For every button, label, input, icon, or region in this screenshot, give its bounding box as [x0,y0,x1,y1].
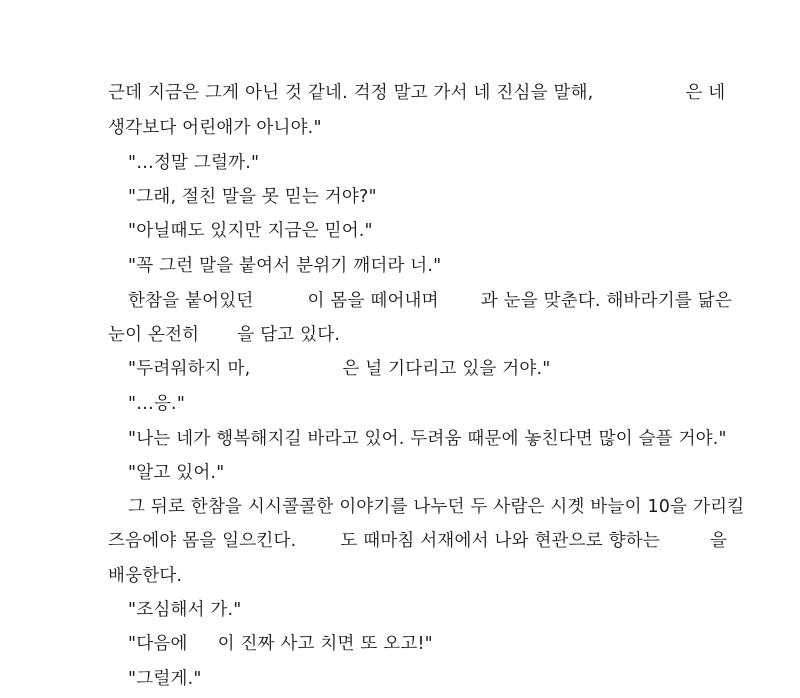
text-segment: "알고 있어." [128,463,225,483]
text-line-2 [108,113,322,143]
redacted-name [593,83,685,103]
text-segment: 한참을 붙어있던 [128,291,254,311]
text-line-3 [128,148,259,178]
text-line-9 [128,354,551,384]
text-segment: "나는 네가 행복해지길 바라고 있어. 두려움 때문에 놓친다면 많이 슬플 거야." [128,429,727,449]
text-segment: 그 뒤로 한참을 시시콜콜한 이야기를 나누던 두 사람은 시곗 바늘이 10을 가리킬 [128,497,745,517]
text-segment: 도 때마침 서재에서 나와 현관으로 향하는 [340,531,660,551]
text-segment: "그래, 절친 말을 못 믿는 거야?" [128,187,377,207]
text-segment: 이 진짜 사고 치면 또 오고!" [217,634,433,654]
text-segment: 을 담고 있다. [237,325,341,345]
text-segment: 생각보다 어린애가 아니야." [108,118,322,138]
text-segment: 배웅한다. [108,566,183,586]
redacted-name [439,291,481,311]
text-segment: 이 몸을 떼어내며 [307,291,439,311]
text-line-13 [128,492,744,522]
redacted-name [188,634,218,654]
redacted-name [254,291,308,311]
text-line-7 [128,286,732,316]
text-segment: 을 [709,531,728,551]
text-line-18 [128,664,202,694]
text-segment: 과 눈을 맞춘다. 해바라기를 닮은 [480,291,732,311]
text-segment: 은 네 [685,83,726,103]
text-segment: 눈이 온전히 [108,325,200,345]
text-line-6 [128,251,441,281]
text-line-17 [128,629,433,659]
text-line-4 [128,182,377,212]
text-line-14 [108,526,727,556]
text-segment: "…응." [128,394,186,414]
redacted-name [250,359,342,379]
text-segment: "두려워하지 마, [128,359,251,379]
redacted-name [199,325,237,345]
text-line-5 [128,216,373,246]
text-line-1 [108,78,725,108]
text-segment: 은 널 기다리고 있을 거야." [342,359,551,379]
text-line-15 [108,561,182,591]
redacted-name [660,531,710,551]
text-segment: "다음에 [128,634,188,654]
text-segment: "…정말 그럴까." [128,153,260,173]
text-segment: "아닐때도 있지만 지금은 믿어." [128,221,373,241]
text-segment: 즈음에야 몸을 일으킨다. [108,531,297,551]
text-line-10 [128,389,185,419]
text-line-8 [108,320,340,350]
text-segment: "꼭 그런 말을 붙여서 분위기 깨더라 너." [128,256,442,276]
text-segment: 근데 지금은 그게 아닌 것 같네. 걱정 말고 가서 네 진심을 말해, [108,83,594,103]
text-line-11 [128,424,727,454]
text-line-16 [128,595,242,625]
text-line-12 [128,458,224,488]
redacted-name [296,531,340,551]
text-segment: "조심해서 가." [128,600,242,620]
text-segment: "그럴게." [128,669,202,689]
